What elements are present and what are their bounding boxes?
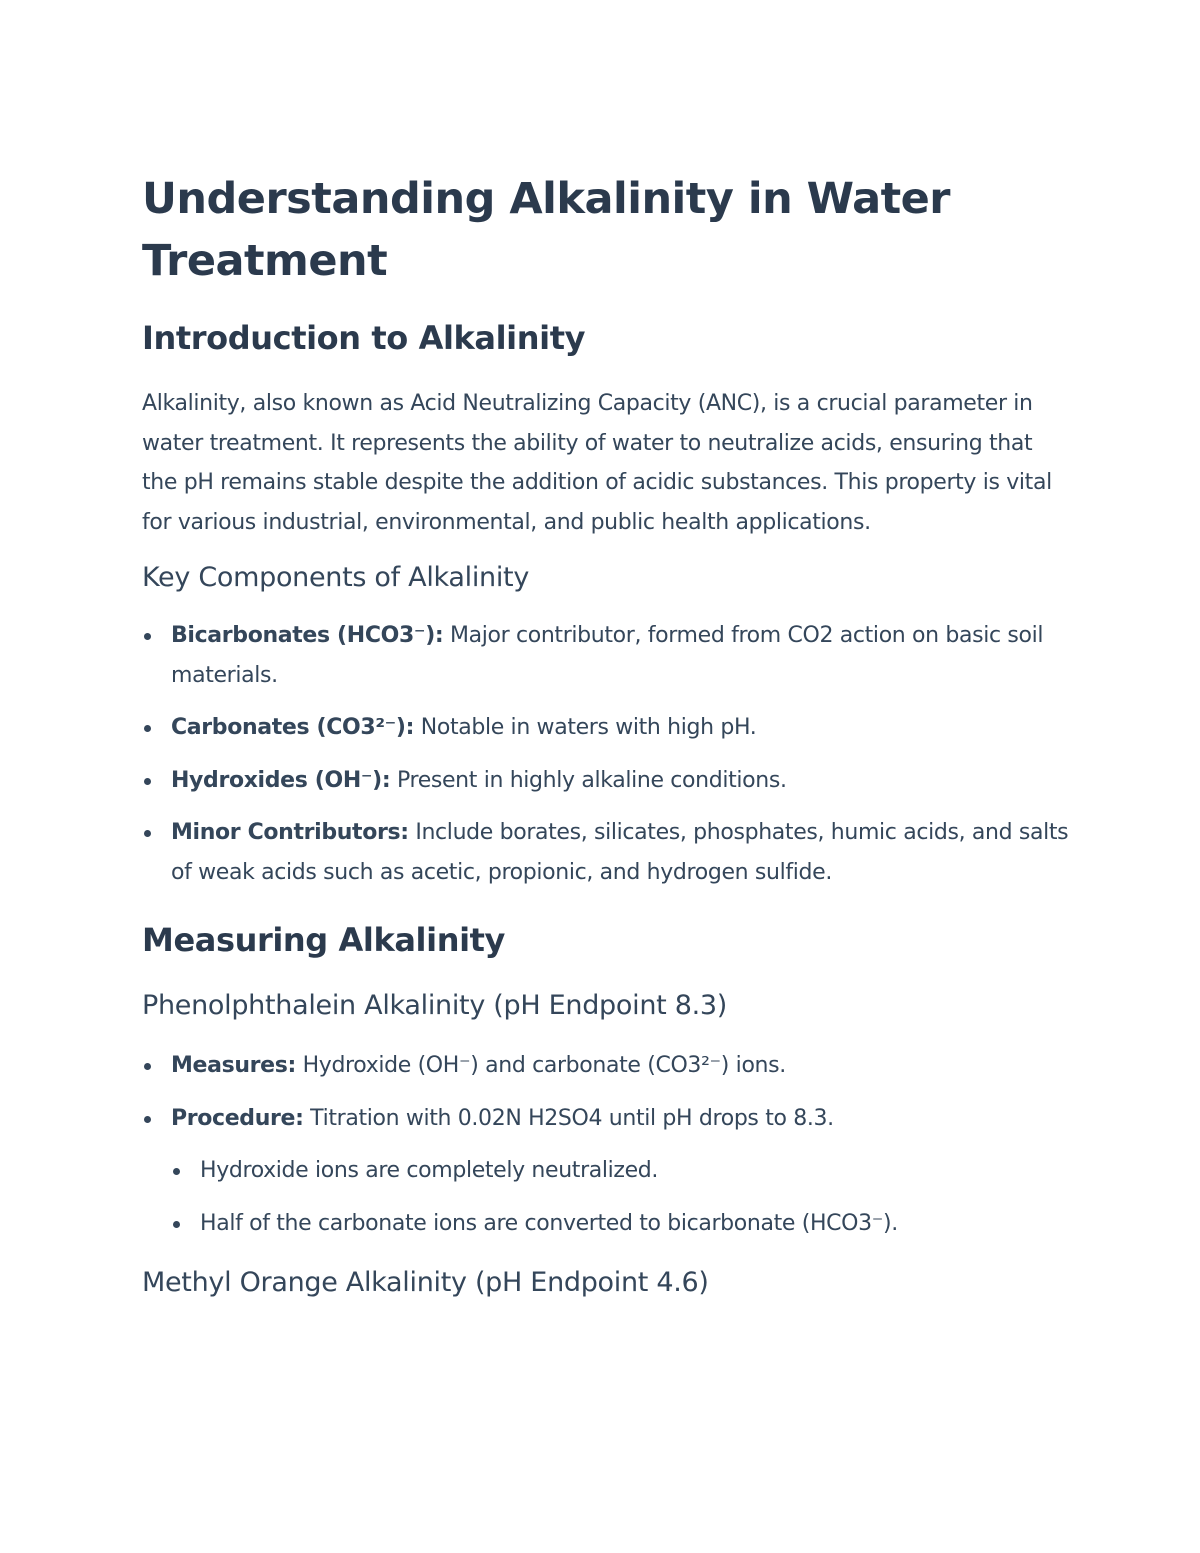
list-item-term: Measures:: [171, 1053, 296, 1078]
list-item-text: Present in highly alkaline conditions.: [390, 767, 787, 793]
list-item-text: Notable in waters with high pH.: [414, 715, 757, 740]
page-title: Understanding Alkalinity in Water Treatment: [142, 174, 951, 286]
list-item: [142, 1046, 1070, 1086]
list-item: [142, 1099, 1070, 1139]
section-heading-measuring: Measuring Alkalinity: [142, 921, 506, 959]
nested-list-item: [142, 1151, 1070, 1191]
intro-paragraph: Alkalinity, also known as Acid Neutralizing Capacity (ANC), is a crucial parameter in water treatment. It represents the ability of water to neutralize acids, ensuring that the pH remains stable despite the addition of acidic substances. This property is vital for various industrial, environmental, and public health applications.: [142, 391, 1052, 535]
bullet-icon: [173, 1221, 180, 1228]
list-item: [142, 616, 1070, 695]
list-item: [142, 813, 1070, 892]
list-item-text: Major contributor, formed from CO2 action on basic soil materials.: [171, 623, 1044, 688]
bullet-icon: [144, 725, 151, 732]
list-item: [142, 708, 1070, 748]
bullet-icon: [144, 633, 151, 640]
list-item-text: Titration with 0.02N H2SO4 until pH drops to 8.3.: [303, 1105, 834, 1131]
list-item: [142, 761, 1070, 801]
bullet-icon: [144, 778, 151, 785]
list-item-term: Procedure:: [171, 1105, 304, 1131]
phenolphthalein-list: [142, 1046, 1070, 1243]
bullet-icon: [173, 1168, 180, 1175]
subsection-heading-key-components: Key Components of Alkalinity: [142, 562, 530, 593]
list-item-term: Hydroxides (OH⁻):: [171, 767, 391, 793]
list-item-text: Hydroxide ions are completely neutralized.: [200, 1158, 659, 1183]
key-components-list: [142, 616, 1070, 892]
section-heading-introduction: Introduction to Alkalinity: [142, 319, 586, 357]
bullet-icon: [144, 1116, 151, 1123]
list-item-text: Include borates, silicates, phosphates, humic acids, and salts of weak acids such as acetic, propionic, and hydrogen sulfide.: [171, 820, 1069, 885]
list-item-term: Minor Contributors:: [171, 820, 409, 845]
list-item-term: Carbonates (CO3²⁻):: [171, 715, 415, 740]
list-item-text: Half of the carbonate ions are converted to bicarbonate (HCO3⁻).: [200, 1210, 898, 1236]
list-item-text: Hydroxide (OH⁻) and carbonate (CO3²⁻) ions.: [295, 1053, 786, 1078]
list-item-term: Bicarbonates (HCO3⁻):: [171, 623, 444, 648]
subsection-heading-phenolphthalein: Phenolphthalein Alkalinity (pH Endpoint 8.3): [142, 990, 727, 1021]
nested-list-item: [142, 1204, 1070, 1244]
bullet-icon: [144, 830, 151, 837]
subsection-heading-methyl-orange: Methyl Orange Alkalinity (pH Endpoint 4.6): [142, 1267, 709, 1298]
bullet-icon: [144, 1063, 151, 1070]
